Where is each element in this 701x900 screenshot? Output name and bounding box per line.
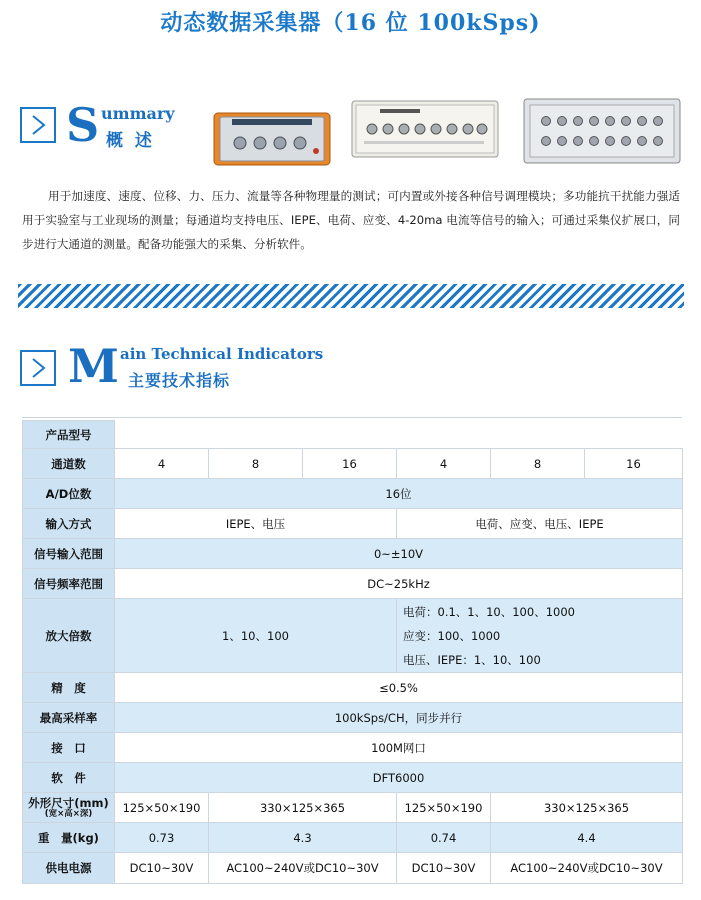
device-image-small [212,107,332,167]
size-cell: 330×125×365 [209,793,397,823]
row-label-interface: 接 口 [23,733,115,763]
row-label-channels: 通道数 [23,449,115,479]
table-row-model [23,421,683,449]
row-label-weight: 重 量(kg) [23,823,115,853]
row-label-range: 信号输入范围 [23,539,115,569]
summary-chinese-title: 概 述 [106,131,155,151]
channels-cell: 4 [115,449,209,479]
channels-cell: 16 [585,449,683,479]
table-row-size [23,793,683,823]
main-english-title: ain Technical Indicators [120,345,324,363]
input-mode-b: 电荷、应变、电压、IEPE [397,509,683,539]
size-label: 外形尺寸(mm) [28,795,109,810]
weight-cell: 0.74 [397,823,491,853]
row-label-model: 产品型号 [23,421,115,449]
gain-b-line: 电压、IEPE：1、10、100 [403,652,541,667]
channels-cell: 4 [397,449,491,479]
row-label-software: 软 件 [23,763,115,793]
summary-paragraph: 用于加速度、速度、位移、力、压力、流量等各种物理量的测试；可内置或外接各种信号调理模块；多功能抗干扰能力强适用于实验室与工业现场的测量；每通道均支持电压、IEPE、电荷、应变、4-20ma 电流等信号的输入；可通过采集仪扩展口，同步进行大通道的测量。配备功能强大的采集、分析软件。 [22,189,680,251]
power-cell: DC10~30V [397,853,491,884]
row-label-sample-rate: 最高采样率 [23,703,115,733]
ad-bits-value: 16位 [115,479,683,509]
gain-b-line: 电荷：0.1、1、10、100、1000 [403,604,575,619]
size-sublabel: (宽×高×深) [44,808,93,819]
table-row-power [23,853,683,884]
chevron-right-icon [20,350,56,386]
main-chinese-title: 主要技术指标 [128,371,231,390]
table-row-ad-bits [23,479,683,509]
power-cell: AC100~240V或DC10~30V [491,853,683,884]
row-label-accuracy: 精 度 [23,673,115,703]
power-cell: AC100~240V或DC10~30V [209,853,397,884]
table-row-sample-rate [23,703,683,733]
table-row-input [23,509,683,539]
summary-initial: S [66,98,100,152]
table-row-range [23,539,683,569]
device-image-large [522,95,682,165]
row-label-power: 供电电源 [23,853,115,884]
row-label-gain: 放大倍数 [23,599,115,673]
power-cell: DC10~30V [115,853,209,884]
table-row-interface [23,733,683,763]
size-cell: 125×50×190 [115,793,209,823]
table-row-accuracy [23,673,683,703]
size-cell: 125×50×190 [397,793,491,823]
page-title: 动态数据采集器（16 位 100kSps) [160,10,541,36]
row-label-frequency: 信号频率范围 [23,569,115,599]
table-row-gain [23,599,683,673]
gain-a-value: 1、10、100 [115,599,397,673]
size-cell: 330×125×365 [491,793,683,823]
striped-divider [18,284,684,308]
table-top-line [22,417,682,418]
table-row-weight [23,823,683,853]
channels-cell: 16 [303,449,397,479]
interface-value: 100M网口 [115,733,683,763]
main-initial: M [68,339,119,393]
input-mode-a: IEPE、电压 [115,509,397,539]
channels-cell: 8 [209,449,303,479]
row-label-size [23,793,115,823]
gain-b-values [397,599,683,673]
chevron-right-icon [20,107,56,143]
table-row-frequency [23,569,683,599]
spec-table [22,420,683,884]
weight-cell: 4.3 [209,823,397,853]
frequency-value: DC~25kHz [115,569,683,599]
sample-rate-value: 100kSps/CH，同步并行 [115,703,683,733]
table-row-channels [23,449,683,479]
weight-cell: 4.4 [491,823,683,853]
software-value: DFT6000 [115,763,683,793]
device-image-medium [350,97,500,159]
gain-b-line: 应变：100、1000 [403,628,501,643]
table-row-software [23,763,683,793]
range-value: 0~±10V [115,539,683,569]
weight-cell: 0.73 [115,823,209,853]
channels-cell: 8 [491,449,585,479]
summary-english-title: ummary [101,104,175,123]
row-label-input: 输入方式 [23,509,115,539]
row-label-ad-bits: A/D位数 [23,479,115,509]
accuracy-value: ≤0.5% [115,673,683,703]
